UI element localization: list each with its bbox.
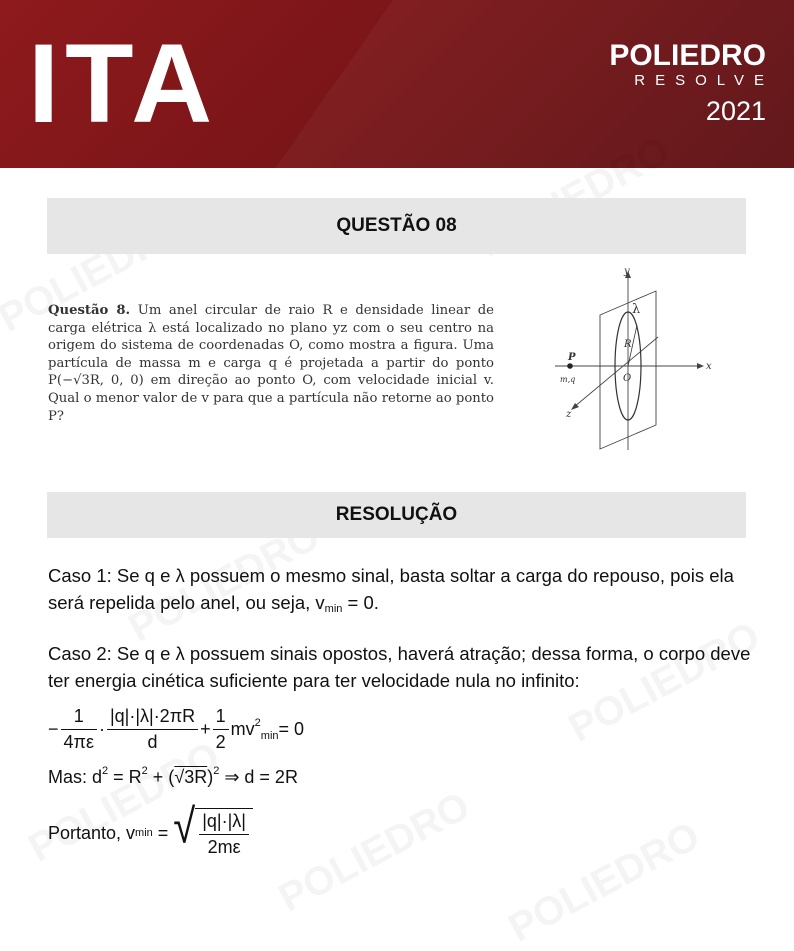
lambda-label: λ <box>632 302 641 317</box>
eq3-den: 2mε <box>207 837 241 857</box>
x-axis-arrow <box>697 363 704 369</box>
case-1-sub: min <box>324 603 343 615</box>
eq3-sub: min <box>135 827 153 839</box>
eq1-f1-num: 1 <box>61 706 97 730</box>
eq2-root: √3R <box>174 767 208 787</box>
eq1-f1-den: 4πε <box>63 732 94 752</box>
eq2-sup3: 2 <box>213 765 220 777</box>
radius-label: R <box>624 339 632 350</box>
eq1-rhs: = 0 <box>278 719 305 739</box>
eq2-implies: ⇒ d = 2R <box>219 767 298 787</box>
eq3-equals: = <box>152 822 174 843</box>
question-statement <box>48 302 494 425</box>
eq1-f2-num: |q|·|λ|·2πR <box>107 706 198 730</box>
case-1-tail: = 0. <box>342 592 379 613</box>
question-title-bar: QUESTÃO 08 <box>47 198 746 254</box>
eq1-mv <box>231 717 279 742</box>
case-1-paragraph <box>48 562 758 623</box>
brand-name: POLIEDRO <box>609 39 766 72</box>
eq3-prefix: Portanto, v <box>48 822 136 843</box>
x-axis-label: x <box>706 361 712 372</box>
eq3-num: |q|·|λ| <box>199 811 249 835</box>
eq1-sub: min <box>260 730 279 742</box>
eq1-f3-num: 1 <box>213 706 229 730</box>
eq1-mv-text: mv <box>230 719 255 739</box>
origin-label: O <box>623 373 632 384</box>
eq2-sup1: 2 <box>102 765 109 777</box>
eq2-close: ) <box>207 767 214 787</box>
exam-logo: ITA <box>28 21 219 146</box>
eq1-f2-den: d <box>147 732 158 752</box>
ring-figure <box>540 265 720 455</box>
exam-year: 2021 <box>705 96 766 126</box>
point-label: P <box>568 352 576 363</box>
eq1-minus: − <box>48 719 59 739</box>
header-banner <box>0 0 794 168</box>
brand-subtitle: RESOLVE <box>634 72 774 89</box>
eq3-sqrt <box>173 800 253 858</box>
case-1-text: Caso 1: Se q e λ possuem o mesmo sinal, basta soltar a carga do repouso, pois ela será repelida pelo anel, ou seja, v <box>48 565 734 613</box>
result-equation <box>48 800 253 858</box>
case-2-paragraph: Caso 2: Se q e λ possuem sinais opostos, haverá atração; dessa forma, o corpo deve ter energia cinética suficiente para ter velocidade nula no infinito: <box>48 643 751 691</box>
watermark <box>502 814 708 951</box>
eq1-fraction-1 <box>61 706 97 753</box>
eq1-dot: · <box>98 719 105 739</box>
energy-equation <box>48 706 304 753</box>
eq1-sup: 2 <box>254 717 261 729</box>
watermark <box>272 784 478 922</box>
eq1-plus: + <box>200 719 211 739</box>
distance-equation <box>48 765 298 788</box>
z-axis-label: z <box>566 409 572 420</box>
eq1-fraction-3 <box>213 706 229 753</box>
brand-block <box>609 39 774 128</box>
eq1-f3-den: 2 <box>215 732 226 752</box>
y-axis-label: y <box>624 266 630 277</box>
eq2-mid: = R <box>108 767 142 787</box>
question-label: Questão 8. <box>48 303 131 318</box>
particle-dot <box>567 363 573 369</box>
eq2-prefix: Mas: d <box>48 767 103 787</box>
eq3-fraction <box>199 811 249 858</box>
eq3-sqrt-body <box>195 808 253 858</box>
sqrt-symbol: √ <box>173 800 196 854</box>
resolution-title-bar: RESOLUÇÃO <box>47 492 746 538</box>
eq2-plus: + ( <box>147 767 175 787</box>
particle-label: m,q <box>560 375 576 384</box>
eq2-sup2: 2 <box>141 765 148 777</box>
question-text: Um anel circular de raio R e densidade linear de carga elétrica λ está localizado no plano yz com o seu centro na origem do sistema de coordenadas O, como mostra a figura. Uma partícula de massa m e carga q é projetada a partir do ponto P(−√3R, 0, 0) em direção ao ponto O, com velocidade inicial v. Qual o menor valor de v para que a partícula não retorne ao ponto P? <box>48 303 494 424</box>
eq1-fraction-2 <box>107 706 198 753</box>
